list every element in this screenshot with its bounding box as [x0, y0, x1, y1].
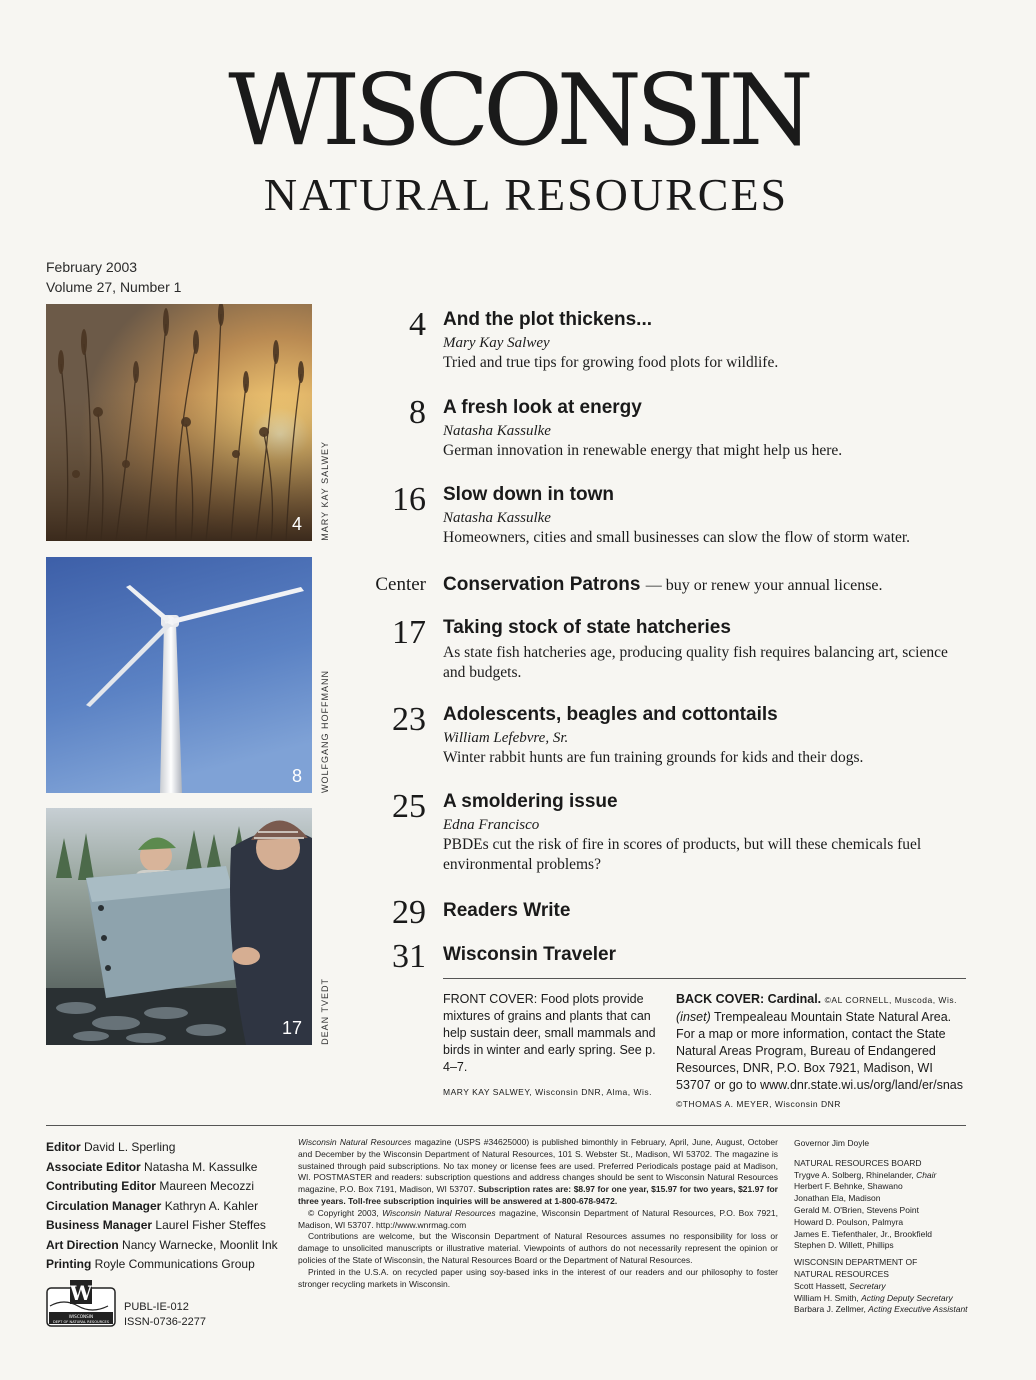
toc-entry[interactable]	[360, 790, 970, 880]
subscription-rates: Subscription rates are: $8.97 for one year, $15.97 for two years, $21.97 for three years. Toll-free subscription inquiries will be answered at 1-800-678-9472.	[298, 1184, 778, 1206]
toc-title[interactable]: A fresh look at energy	[443, 397, 642, 418]
back-cover-text: Trempealeau Mountain State Natural Area. For a map or more information, contact the State Natural Areas Program, Bureau of Endangered Resources, DNR, P.O. Box 7921, Madison, WI 53707 or go to www.dnr.state.wi.us/org/land/er/snas	[676, 1010, 963, 1092]
staff-name: Maureen Mecozzi	[159, 1179, 255, 1193]
divider	[443, 978, 966, 979]
board-member: James E. Tiefenthaler, Jr., Brookfield	[794, 1228, 932, 1239]
toc-page-number: 29	[392, 894, 426, 931]
photo-page-number: 8	[291, 766, 302, 786]
toc-author: Natasha Kassulke	[443, 510, 551, 526]
issue-info	[46, 257, 181, 297]
toc-page-number: 31	[392, 938, 426, 975]
photo-credit	[310, 808, 340, 1045]
toc-entry[interactable]	[360, 308, 970, 388]
photo-credit	[310, 557, 340, 793]
back-cover-credit: ©THOMAS A. MEYER, Wisconsin DNR	[676, 1099, 841, 1109]
publication-notice	[298, 1137, 778, 1290]
toc-description: Winter rabbit hunts are fun training grounds for kids and their dogs.	[443, 749, 864, 766]
toc-page-number: Center	[375, 574, 426, 595]
toc-title[interactable]: Slow down in town	[443, 484, 614, 505]
board-member: Stephen D. Willett, Phillips	[794, 1240, 894, 1251]
photo-credit-text: MARY KAY SALWEY	[320, 441, 330, 541]
staff-name: Kathryn A. Kahler	[164, 1198, 259, 1213]
staff-role: Circulation Manager	[46, 1198, 162, 1213]
toc-title[interactable]: A smoldering issue	[443, 791, 618, 812]
official-title: Secretary	[849, 1280, 886, 1291]
toc-entry[interactable]	[360, 940, 970, 976]
toc-entry[interactable]	[360, 396, 970, 476]
toc-entry[interactable]	[360, 573, 970, 601]
dnr-logo-icon	[46, 1278, 116, 1328]
staff-role: Editor	[46, 1140, 81, 1154]
publication-ids	[124, 1300, 206, 1330]
toc-page-number: 25	[392, 788, 426, 825]
photo-page-number: 17	[281, 1018, 302, 1038]
official-name: Barbara J. Zellmer,	[794, 1304, 869, 1315]
issue-date: February 2003	[46, 259, 138, 275]
toc-page-number: 16	[392, 481, 426, 518]
back-cover-caption	[676, 991, 968, 1113]
board-heading: NATURAL RESOURCES BOARD	[794, 1157, 922, 1168]
toc-description: Homeowners, cities and small businesses can slow the flow of storm water.	[443, 529, 911, 546]
back-cover-label-credit: ©AL CORNELL, Muscoda, Wis.	[824, 995, 957, 1005]
toc-page-number: 23	[392, 701, 426, 738]
official-title: Acting Deputy Secretary	[861, 1292, 953, 1303]
staff-role: Art Direction	[46, 1237, 119, 1252]
photo-wind-turbine	[46, 557, 312, 793]
toc-description: — buy or renew your annual license.	[645, 577, 883, 594]
toc-description: PBDEs cut the risk of fire in scores of products, but will these chemicals fuel environmental problems?	[443, 836, 922, 873]
front-cover-caption	[443, 991, 659, 1101]
staff-name: Natasha M. Kassulke	[144, 1159, 258, 1174]
photo-credit-text: WOLFGANG HOFFMANN	[320, 670, 330, 793]
photo-credit	[310, 304, 340, 541]
governor: Governor Jim Doyle	[794, 1138, 870, 1148]
board-list	[794, 1138, 968, 1316]
photo-credit-text: DEAN TVEDT	[320, 978, 330, 1045]
board-member: Gerald M. O'Brien, Stevens Point	[794, 1204, 919, 1215]
toc-author: Natasha Kassulke	[443, 423, 551, 439]
toc-page-number: 8	[409, 394, 426, 431]
toc-title[interactable]: Readers Write	[443, 900, 571, 921]
issn-number: ISSN-0736-2277	[124, 1316, 206, 1328]
photo-grass-sunset	[46, 304, 312, 541]
toc-description: German innovation in renewable energy that might help us here.	[443, 442, 843, 459]
board-member: Howard D. Poulson, Palmyra	[794, 1216, 904, 1227]
toc-author: Edna Francisco	[443, 817, 540, 833]
official-title: Acting Executive Assistant	[868, 1304, 968, 1315]
back-cover-label: BACK COVER: Cardinal.	[676, 992, 822, 1006]
official-name: William H. Smith,	[794, 1292, 862, 1303]
staff-role: Associate Editor	[46, 1159, 141, 1174]
board-member: Herbert F. Behnke, Shawano	[794, 1181, 903, 1192]
masthead-subtitle: NATURAL RESOURCES	[263, 169, 789, 220]
toc-title[interactable]: And the plot thickens...	[443, 309, 653, 330]
staff-name: Nancy Warnecke, Moonlit Ink	[122, 1237, 278, 1252]
official-name: Scott Hassett,	[794, 1280, 850, 1291]
toc-author: Mary Kay Salwey	[443, 335, 550, 351]
toc-page-number: 4	[409, 306, 426, 343]
toc-title[interactable]: Wisconsin Traveler	[443, 944, 617, 965]
front-cover-text: FRONT COVER: Food plots provide mixtures of grains and plants that can help sustain deer, small mammals and birds in winter and early spring. See p. 4–7.	[443, 992, 656, 1074]
masthead-title: WISCONSIN	[228, 54, 808, 168]
photo-page-number: 4	[291, 514, 302, 534]
toc-page-number: 17	[392, 614, 426, 651]
contributions-notice: Contributions are welcome, but the Wisconsin Department of Natural Resources assumes no responsibility for loss or damage to unsolicited manuscripts or illustrative material. Viewpoints of authors do not necessarily represent the opinion or policies of the State of Wisconsin, the Natural Resources Board or the Department of Natural Resources.	[298, 1231, 778, 1265]
toc-title[interactable]: Conservation Patrons	[443, 574, 641, 595]
toc-entry[interactable]	[360, 483, 970, 563]
back-cover-inset: (inset)	[676, 1010, 711, 1024]
board-member-title: Chair	[916, 1169, 937, 1180]
staff-role: Printing	[46, 1257, 92, 1271]
dept-heading: WISCONSIN DEPARTMENT OF	[794, 1257, 918, 1268]
staff-role: Business Manager	[46, 1218, 153, 1232]
dnr-logo	[46, 1278, 116, 1328]
front-cover-credit: MARY KAY SALWEY, Wisconsin DNR, Alma, Wis.	[443, 1087, 652, 1097]
fish-hatchery-image	[46, 808, 312, 1045]
board-member: Trygve A. Solberg, Rhinelander,	[794, 1169, 917, 1180]
photo-fish-hatchery	[46, 808, 312, 1045]
copyright-text: magazine, Wisconsin Department of Natural Resources, P.O. Box 7921, Madison, WI 53707. http://www.wnrmag.com	[298, 1207, 778, 1230]
staff-role: Contributing Editor	[46, 1179, 156, 1193]
grass-sunset-image	[46, 304, 312, 541]
wind-turbine-image	[46, 557, 312, 793]
toc-author: William Lefebvre, Sr.	[443, 730, 569, 746]
toc-entry[interactable]	[360, 896, 970, 932]
toc-title[interactable]: Taking stock of state hatcheries	[443, 617, 731, 638]
staff-name: David L. Sperling	[84, 1140, 176, 1154]
toc-description: As state fish hatcheries age, producing quality fish requires balancing art, science and budgets.	[443, 644, 948, 681]
publ-number: PUBL-IE-012	[124, 1301, 189, 1313]
issue-volume: Volume 27, Number 1	[46, 279, 182, 295]
staff-name: Royle Communications Group	[94, 1257, 255, 1271]
notice-italic: Wisconsin Natural Resources	[298, 1137, 412, 1147]
staff-name: Laurel Fisher Steffes	[155, 1218, 266, 1232]
toc-title[interactable]: Adolescents, beagles and cottontails	[443, 704, 778, 725]
logo-letter: W	[69, 1281, 93, 1305]
copyright-start: © Copyright 2003,	[308, 1207, 383, 1218]
logo-line1: WISCONSIN	[68, 1314, 94, 1319]
logo-line2: DEPT OF NATURAL RESOURCES	[52, 1320, 110, 1324]
staff-list	[46, 1138, 278, 1275]
board-member: Jonathan Ela, Madison	[794, 1193, 881, 1204]
divider	[46, 1125, 966, 1126]
recycling-notice: Printed in the U.S.A. on recycled paper using soy-based inks in the interest of our readers and our philosophy to foster stronger recycling markets in Wisconsin.	[298, 1266, 778, 1289]
notice-text: magazine (USPS #34625000) is published bimonthly in February, April, June, August, October and December by the Wisconsin Department of Natural Resources, 101 S. Webster St., Madison, WI 53702. The magazine is sustained through paid subscriptions. No tax money or license fees are used. Preferred Periodicals postage paid at Madison, WI. POSTMASTER and readers: subscription questions and address changes should be sent to Wisconsin Natural Resources magazine, P.O. Box 7191, Madison, WI 53707.	[298, 1137, 778, 1195]
toc-entry[interactable]	[360, 616, 970, 686]
toc-entry[interactable]	[360, 703, 970, 783]
copyright-italic: Wisconsin Natural Resources	[382, 1207, 496, 1218]
toc-description: Tried and true tips for growing food plots for wildlife.	[443, 354, 779, 371]
dept-heading: NATURAL RESOURCES	[794, 1268, 889, 1279]
